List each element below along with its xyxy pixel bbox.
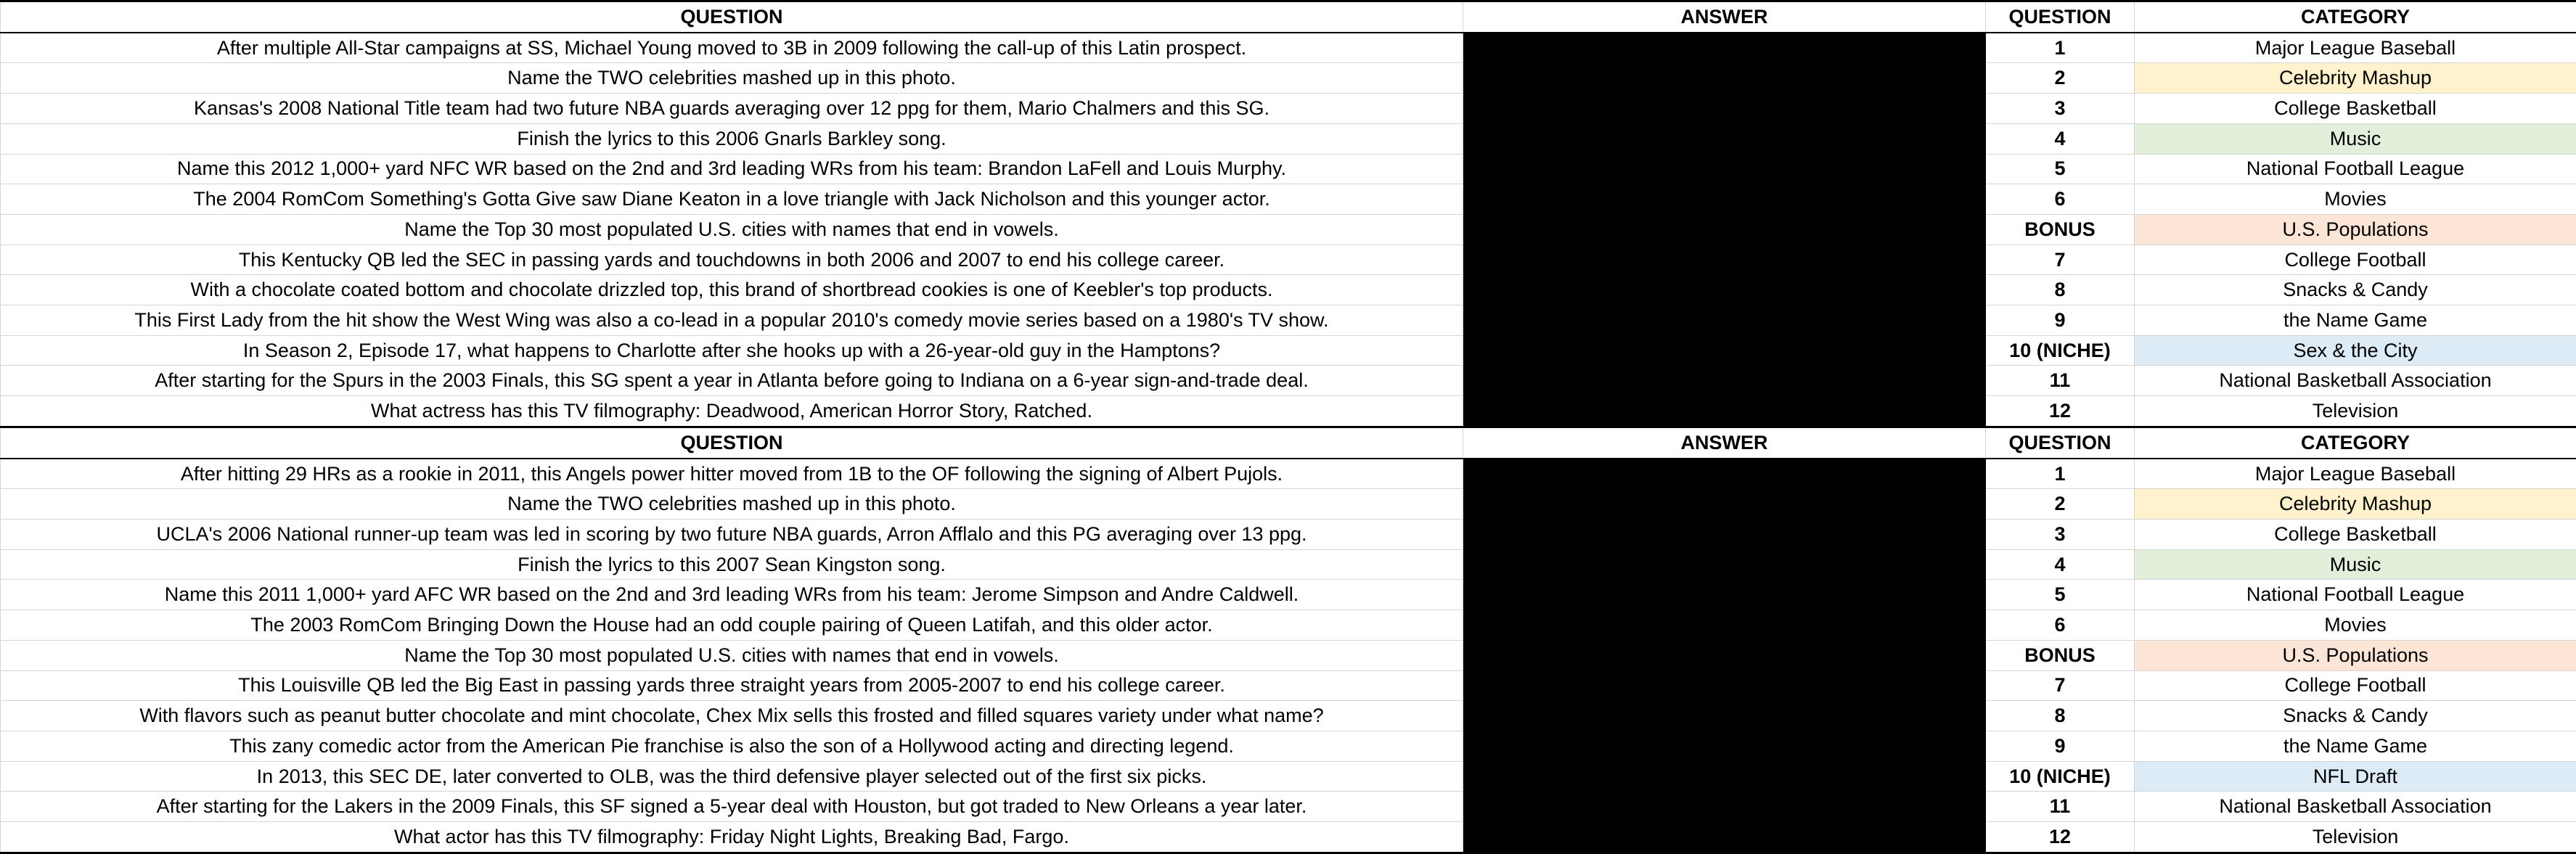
question-number-cell[interactable]: 1 — [1986, 33, 2135, 63]
header-category: CATEGORY — [2135, 427, 2576, 458]
table-row — [1, 701, 2576, 731]
category-cell[interactable]: U.S. Populations — [2135, 214, 2576, 245]
category-cell[interactable]: Television — [2135, 822, 2576, 853]
answer-cell[interactable] — [1463, 396, 1986, 427]
category-cell[interactable]: Major League Baseball — [2135, 33, 2576, 63]
category-cell[interactable]: the Name Game — [2135, 731, 2576, 761]
question-number-cell[interactable]: 7 — [1986, 670, 2135, 701]
question-cell[interactable]: Kansas's 2008 National Title team had two future NBA guards averaging over 12 ppg for them, Mario Chalmers and this SG. — [1, 94, 1463, 124]
question-cell[interactable]: What actor has this TV filmography: Friday Night Lights, Breaking Bad, Fargo. — [1, 822, 1463, 853]
table-row — [1, 305, 2576, 336]
category-cell[interactable]: NFL Draft — [2135, 761, 2576, 792]
question-cell[interactable]: After starting for the Lakers in the 2009 Finals, this SF signed a 5-year deal with Houston, but got traded to New Orleans a year later. — [1, 792, 1463, 822]
category-cell[interactable]: Celebrity Mashup — [2135, 489, 2576, 520]
table-row — [1, 214, 2576, 245]
answer-cell[interactable] — [1463, 305, 1986, 336]
answer-cell[interactable] — [1463, 822, 1986, 853]
table-row — [1, 275, 2576, 305]
header-answer: ANSWER — [1463, 427, 1986, 458]
question-cell[interactable]: Finish the lyrics to this 2006 Gnarls Barkley song. — [1, 123, 1463, 154]
answer-cell[interactable] — [1463, 123, 1986, 154]
table-row — [1, 154, 2576, 184]
answer-cell[interactable] — [1463, 154, 1986, 184]
question-number-cell[interactable]: 12 — [1986, 396, 2135, 427]
category-cell[interactable]: National Football League — [2135, 154, 2576, 184]
question-cell[interactable]: Name the Top 30 most populated U.S. cities with names that end in vowels. — [1, 214, 1463, 245]
question-cell[interactable]: After multiple All-Star campaigns at SS, Michael Young moved to 3B in 2009 following the call-up of this Latin prospect. — [1, 33, 1463, 63]
table-row — [1, 520, 2576, 550]
answer-cell[interactable] — [1463, 610, 1986, 641]
question-number-cell[interactable]: 5 — [1986, 580, 2135, 610]
category-cell[interactable]: National Football League — [2135, 580, 2576, 610]
category-cell[interactable]: Movies — [2135, 184, 2576, 215]
question-number-cell[interactable]: 7 — [1986, 245, 2135, 275]
question-number-cell[interactable]: BONUS — [1986, 640, 2135, 670]
category-cell[interactable]: College Football — [2135, 670, 2576, 701]
answer-cell[interactable] — [1463, 335, 1986, 366]
question-number-cell[interactable]: 6 — [1986, 184, 2135, 215]
table-row — [1, 366, 2576, 396]
table-row — [1, 184, 2576, 215]
header-answer: ANSWER — [1463, 1, 1986, 33]
answer-cell[interactable] — [1463, 245, 1986, 275]
question-number-cell[interactable]: 5 — [1986, 154, 2135, 184]
category-cell[interactable]: Music — [2135, 123, 2576, 154]
question-number-cell[interactable]: 9 — [1986, 305, 2135, 336]
answer-cell[interactable] — [1463, 184, 1986, 215]
question-cell[interactable]: After starting for the Spurs in the 2003 Finals, this SG spent a year in Atlanta before going to Indiana on a 6-year sign-and-trade deal. — [1, 366, 1463, 396]
category-cell[interactable]: Television — [2135, 396, 2576, 427]
answer-cell[interactable] — [1463, 33, 1986, 63]
question-cell[interactable]: The 2003 RomCom Bringing Down the House had an odd couple pairing of Queen Latifah, and this older actor. — [1, 610, 1463, 641]
question-number-cell[interactable]: 3 — [1986, 520, 2135, 550]
question-cell[interactable]: Name the Top 30 most populated U.S. cities with names that end in vowels. — [1, 640, 1463, 670]
question-cell[interactable]: After hitting 29 HRs as a rookie in 2011, this Angels power hitter moved from 1B to the OF following the signing of Albert Pujols. — [1, 459, 1463, 489]
answer-cell[interactable] — [1463, 640, 1986, 670]
table-row — [1, 245, 2576, 275]
category-cell[interactable]: College Basketball — [2135, 94, 2576, 124]
question-number-cell[interactable]: 4 — [1986, 549, 2135, 580]
answer-cell[interactable] — [1463, 214, 1986, 245]
category-cell[interactable]: National Basketball Association — [2135, 792, 2576, 822]
category-cell[interactable]: Major League Baseball — [2135, 459, 2576, 489]
answer-cell[interactable] — [1463, 275, 1986, 305]
question-number-cell[interactable]: 2 — [1986, 63, 2135, 94]
answer-cell[interactable] — [1463, 520, 1986, 550]
table-row — [1, 549, 2576, 580]
question-number-cell[interactable]: 6 — [1986, 610, 2135, 641]
question-cell[interactable]: Name this 2012 1,000+ yard NFC WR based on the 2nd and 3rd leading WRs from his team: Brandon LaFell and Louis Murphy. — [1, 154, 1463, 184]
header-question-number: QUESTION — [1986, 1, 2135, 33]
answer-cell[interactable] — [1463, 670, 1986, 701]
table-row — [1, 94, 2576, 124]
table-row — [1, 731, 2576, 761]
header-question: QUESTION — [1, 1, 1463, 33]
question-cell[interactable]: Name this 2011 1,000+ yard AFC WR based on the 2nd and 3rd leading WRs from his team: Jerome Simpson and Andre Caldwell. — [1, 580, 1463, 610]
question-number-cell[interactable]: 8 — [1986, 275, 2135, 305]
question-number-cell[interactable]: 9 — [1986, 731, 2135, 761]
question-number-cell[interactable]: 12 — [1986, 822, 2135, 853]
question-number-cell[interactable]: 3 — [1986, 94, 2135, 124]
header-row — [1, 427, 2576, 458]
header-question: QUESTION — [1, 427, 1463, 458]
category-cell[interactable]: Music — [2135, 549, 2576, 580]
header-category: CATEGORY — [2135, 1, 2576, 33]
answer-cell[interactable] — [1463, 63, 1986, 94]
table-row — [1, 670, 2576, 701]
question-number-cell[interactable]: 4 — [1986, 123, 2135, 154]
table-row — [1, 123, 2576, 154]
table-row — [1, 580, 2576, 610]
question-cell[interactable]: This Louisville QB led the Big East in passing yards three straight years from 2005-2007 to end his college career. — [1, 670, 1463, 701]
category-cell[interactable]: Snacks & Candy — [2135, 275, 2576, 305]
table-row — [1, 459, 2576, 489]
category-cell[interactable]: National Basketball Association — [2135, 366, 2576, 396]
header-row — [1, 1, 2576, 33]
answer-cell[interactable] — [1463, 792, 1986, 822]
header-question-number: QUESTION — [1986, 427, 2135, 458]
question-number-cell[interactable]: 11 — [1986, 792, 2135, 822]
table-row — [1, 822, 2576, 853]
question-cell[interactable]: The 2004 RomCom Something's Gotta Give saw Diane Keaton in a love triangle with Jack Nicholson and this younger actor. — [1, 184, 1463, 215]
answer-cell[interactable] — [1463, 489, 1986, 520]
question-cell[interactable]: With flavors such as peanut butter chocolate and mint chocolate, Chex Mix sells this frosted and filled squares variety under what name? — [1, 701, 1463, 731]
question-cell[interactable]: This First Lady from the hit show the West Wing was also a co-lead in a popular 2010's comedy movie series based on a 1980's TV show. — [1, 305, 1463, 336]
category-cell[interactable]: Snacks & Candy — [2135, 701, 2576, 731]
question-cell[interactable]: This zany comedic actor from the American Pie franchise is also the son of a Hollywood acting and directing legend. — [1, 731, 1463, 761]
category-cell[interactable]: Movies — [2135, 610, 2576, 641]
answer-cell[interactable] — [1463, 459, 1986, 489]
answer-cell[interactable] — [1463, 761, 1986, 792]
category-cell[interactable]: College Football — [2135, 245, 2576, 275]
table-row — [1, 33, 2576, 63]
table-row — [1, 792, 2576, 822]
answer-cell[interactable] — [1463, 580, 1986, 610]
question-number-cell[interactable]: 10 (NICHE) — [1986, 761, 2135, 792]
sheet-body — [1, 1, 2576, 853]
question-cell[interactable]: Name the TWO celebrities mashed up in this photo. — [1, 489, 1463, 520]
table-row — [1, 610, 2576, 641]
question-cell[interactable]: What actress has this TV filmography: Deadwood, American Horror Story, Ratched. — [1, 396, 1463, 427]
category-cell[interactable]: Sex & the City — [2135, 335, 2576, 366]
question-cell[interactable]: UCLA's 2006 National runner-up team was led in scoring by two future NBA guards, Arron Afflalo and this PG averaging over 13 ppg. — [1, 520, 1463, 550]
category-cell[interactable]: the Name Game — [2135, 305, 2576, 336]
question-number-cell[interactable]: 2 — [1986, 489, 2135, 520]
question-cell[interactable]: This Kentucky QB led the SEC in passing yards and touchdowns in both 2006 and 2007 to end his college career. — [1, 245, 1463, 275]
answer-cell[interactable] — [1463, 366, 1986, 396]
question-cell[interactable]: In 2013, this SEC DE, later converted to OLB, was the third defensive player selected out of the first six picks. — [1, 761, 1463, 792]
answer-cell[interactable] — [1463, 94, 1986, 124]
question-cell[interactable]: Finish the lyrics to this 2007 Sean Kingston song. — [1, 549, 1463, 580]
question-number-cell[interactable]: 10 (NICHE) — [1986, 335, 2135, 366]
answer-cell[interactable] — [1463, 731, 1986, 761]
table-row — [1, 335, 2576, 366]
question-number-cell[interactable]: BONUS — [1986, 214, 2135, 245]
table-row — [1, 396, 2576, 427]
question-number-cell[interactable]: 11 — [1986, 366, 2135, 396]
table-row — [1, 640, 2576, 670]
question-number-cell[interactable]: 1 — [1986, 459, 2135, 489]
category-cell[interactable]: College Basketball — [2135, 520, 2576, 550]
category-cell[interactable]: U.S. Populations — [2135, 640, 2576, 670]
category-cell[interactable]: Celebrity Mashup — [2135, 63, 2576, 94]
question-cell[interactable]: Name the TWO celebrities mashed up in this photo. — [1, 63, 1463, 94]
table-row — [1, 63, 2576, 94]
table-row — [1, 489, 2576, 520]
question-cell[interactable]: In Season 2, Episode 17, what happens to Charlotte after she hooks up with a 26-year-old guy in the Hamptons? — [1, 335, 1463, 366]
answer-cell[interactable] — [1463, 701, 1986, 731]
answer-cell[interactable] — [1463, 549, 1986, 580]
question-number-cell[interactable]: 8 — [1986, 701, 2135, 731]
question-cell[interactable]: With a chocolate coated bottom and chocolate drizzled top, this brand of shortbread cookies is one of Keebler's top products. — [1, 275, 1463, 305]
table-row — [1, 761, 2576, 792]
